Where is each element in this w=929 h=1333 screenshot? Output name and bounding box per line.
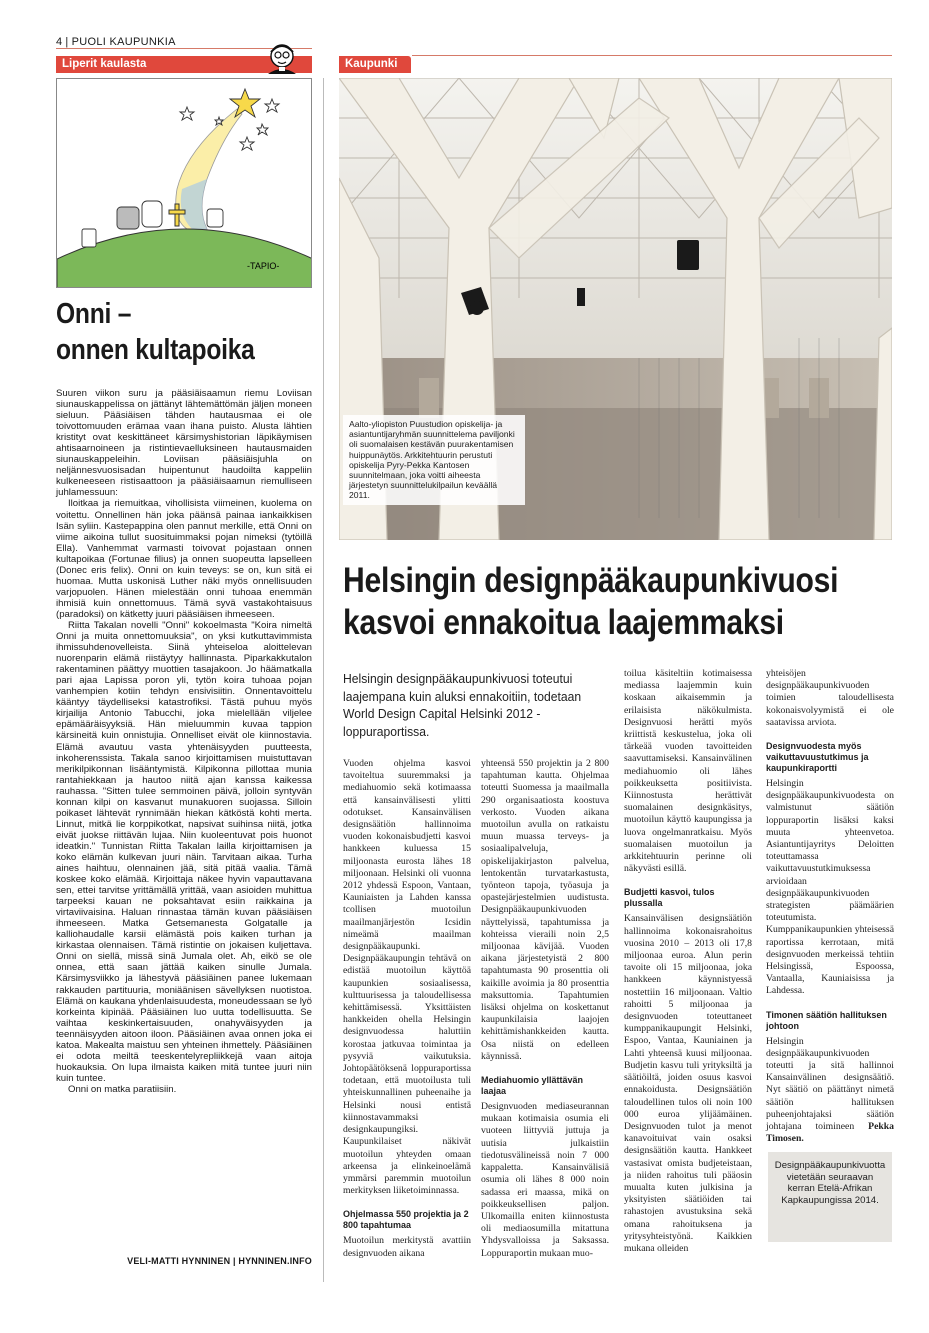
article-paragraph: Muotoilun merkitystä avattiin designvuoden aikana bbox=[343, 1235, 471, 1259]
section-tag-kaupunki: Kaupunki bbox=[339, 56, 411, 73]
article-lead: Helsingin designpääkaupunkivuosi toteutui laajempana kuin aluksi ennakoitiin, todetaan World Design Capital Helsinki 2012 -loppuraportissa. bbox=[343, 671, 582, 739]
article-subheading: Timonen säätiön hallituksen johtoon bbox=[766, 1009, 887, 1031]
page-number: 4 bbox=[56, 36, 63, 48]
article-column-4 bbox=[766, 668, 894, 1146]
article-paragraph: toilua käsiteltiin kotimaisessa mediassa laajemmin kuin koskaan aikaisemmin ja erilaisista näkökulmista. Designvuosi herätti myös kriittistä keskustelua, joka oli tärkeää vuoden tavoitteiden saavuttamiseksi. Kansainvälinen mediahuomio oli lähes poikkeuksetta positiivista. Kiinnostusta herättivät suomalainen designkäsitys, muotoilun käyttö kaupungissa ja luova ongelmanratkaisu. Myös suomalaisen muotoilun ja arkkitehtuurin perinne oli näkyvästi esillä. bbox=[624, 668, 752, 875]
headline-line-1: Onni – bbox=[56, 298, 132, 330]
article-headline bbox=[343, 560, 839, 644]
photo-caption: Aalto-yliopiston Puustudion opiskelija- ja asiantuntijaryhmän suunnittelema paviljonki oli suomalaisen kestävän puurakentamisen huippunäytös. Arkkitehtuurin perustuti opiskelija Pyry-Pekka Kantosen suunnitelmaan, joka voitti aiheesta järjestetyn suunnittelukilpailun keväällä 2011. bbox=[343, 415, 525, 505]
column-tag-left: Liperit kaulasta bbox=[56, 56, 312, 73]
article-paragraph: Vuoden ohjelma kasvoi tavoiteltua suuremmaksi ja mediahuomio sekä kotimaassa että kansainvälisesti ylitti odotukset. Kansainvälisen designsäätiön hallinnoima vuoden kokonaisbudjetti kasvoi hankkeen kuluessa 15 miljoonasta eurosta lähes 18 miljoonaan. Helsinki oli vuonna 2012 yhdessä Espoon, Vantaan, Kauniaisten ja Lahden kanssa tcollisen muotoilun maailmanjärjestön Icsidin nimeämä maailman designpääkaupunki. Designpääkaupungin tehtävä on edistää muotoilun käyttöä kaupunkien sosiaalisessa, kulttuurisessa ja taloudellisessa kehittämisessä. Yksittäisten hankkeiden ohella Helsingin designvuodessa haluttiin korostaa jatkuvaa toimintaa ja pysyviä vaikutuksia. Johtopäätöksenä loppuraportissa todetaan, että muotoilusta tuli yhteiskunnallinen puheenaihe ja Helsinki nousi entistä kiinnostavammaksi designkaupungiksi. Kaupunkilaiset näkivät muotoilun yhteyden omaan arkeensa ja elinkeinoelämä ymmärsi paremmin muotoilun merkityksen liiketoiminnassa. bbox=[343, 758, 471, 1197]
article-paragraph: yhteisöjen designpääkaupunkivuoden toimien taloudellisesta kokonaisvolyymistä ei ole saatavissa arviota. bbox=[766, 668, 894, 728]
column-byline: VELI-MATTI HYNNINEN | HYNNINEN.INFO bbox=[127, 1256, 312, 1266]
column-paragraph: Riitta Takalan novelli "Onni" kokoelmasta "Koira nimeltä Onni ja muita onnettomuuksia", on yksi kutkuttavimmista ihmissuhdenovelleista. Siinä yhteiseloa aloittelevan nuorenparin elämä riistäytyy hallinnasta. Piparkakkutalon rakentaminen päättyy muottien tasajakoon. Jo häämatkalla pari ajaa Lapissa poron yli, tytön koira tuhoaa pojan vanhempien kotiin tehdyn ensivisiitin. Onnentavoittelu kääntyy täydelliseksi katastrofiksi. Tästä puhuu myös kirjailija Antonio Tabucchi, joka mielellään viljelee epämääräisyyksiä. Hän mieluummin kuvaa tappion kärsineitä kuin onnistujia. Onnelliset eivät ole kiinnostavia. Elämä avautuu vasta yhtenäisyyden puutteesta, inkoherenssista. Takala sanoo kirjoittamisen muistuttavan merikilpikonnan lisääntymistä. Kilpikonna pillottaa munia rantahiekkaan ja hautoo niitä ajan kanssa kaikessa rauhassa. "Sitten tulee semmoinen päivä, jolloin syntyvän konnan kilpi on kasvanut munakuoren suojassa. Silloin poikaset lähtevät rynnimään hiekan kätköstä kohti merta. Linnut, mitkä lie korppikotkat, napsivat suihinsa niitä, jotka eivät juokse riittävän lujaa. Niin kuoleentuvat pois huonot ideatkin." Tunnistan Riitta Takalan lailla kirjoittamisen ja koko elämän kulkevan juuri näin. Tarvitaan aikaa. Turha aines haihtuu, olennainen jää, sitä pitää vaalia. Tämä koskee koko elämää. Kirjoittaja näkee hyvin vapauttavana sen, ettei tarvitse yrittämällä yrittää, vaan asioiden muhittua tarpeeksi kauan ne poksahtavat esiin raikkaina ja virtaviivaisina. Haluan rinnastaa tämän kuvan pääsiäisen ihmeeseen. Matka Getsemanesta Golgatalle ja kalliohaudalle karsii elämästä pois kaiken turhan ja kirkastaa olennaisen. Tämä ristintie on jokaisen kuljettava. Onni on siellä, missä sinä Jumala olet. Ah, eikö se ole onnea, että saan jättää kaiken sinulle Jumala. Kärsimysviikko ja lähestyvä pääsiäinen panee lukemaan rakkauden partituuria, moniäänisen sävellyksen nuotistoa. Elämä on kaukana yhdenlaisuudesta, moneudessaan se lyö korkeinta kipinää. Pääsiäinen luo uutta todellisuutta. Se vaihtaa keskinkertaisuuden, onahyväisyyden ja teennäisyyden aitoon iloon. Pääsiäinen avaa onnen joka ei katoa. Makealta maistuu sen yhteinen ihmettely. Pääsiäinen ei odota meiltä teeskentelyrepliikkejä vaan aitoja huokauksia. On lupa ilmaista kaiken mitä tuntee juuri niin kuin tuntee. bbox=[56, 619, 312, 1084]
article-subheading: Ohjelmassa 550 projektia ja 2 800 tapahtumaa bbox=[343, 1209, 469, 1231]
article-paragraph: Kansainvälisen designsäätiön hallinnoima kokonaisrahoitus vuosina 2010 – 2013 oli 17,8 miljoonaa euroa. Alun perin tavoite oli 15 miljoonaa, joka hankkeen käynnistyessä nostettiin 16 miljoonaan. Valtio rahoitti 5 miljoonaa ja designvuoden toteuttaneet kumppanikaupungit Helsinki, Espoo, Vantaa, Kauniainen ja Lahti yhteensä kuusi miljoonaa. Budjetin kasvu tuli yrityksiltä ja säätiöiltä, joiden osuus kasvoi ennakoidusta. Designsäätiön taloudellinen tulos oli noin 100 000 euroa ylijäämäinen. Designvuoden tulot ja menot kanavoituivat vain osaksi designsäätiön kautta. Hankkeet vastasivat omista budjeteistaan, ja niiden rahoitus tuli pääosin muualta kuten julkisina ja yksityisten säätiöiden tai rahastojen avustuksina sekä omana rahoituksena ja yritysyhteistyönä. Kaikkien mukana olleiden bbox=[624, 913, 752, 1254]
column-paragraph: Suuren viikon suru ja pääsiäisaamun riemu Loviisan siunauskappelissa on jättänyt lähtemättömän jäljen moneen sieluun. Pääsiäisen tähden hautausmaa ei ole toivottomuuden erämaa vaan ihana puisto. Alusta lähtien kristityt ovat keskittäneet kärsimyshistorian läpikäymisen ahtisaarnoineen ja ristintievaelluksineen hautausmaiden siunauskappeleihin. Loviisan pääsiäisjuhla on neljännesvuosisadan huipentunut haudoilta kappeliin kulkeneeseen ristisaattoon ja pääsiäisaamun riemulliseen juhlamessuun: bbox=[56, 388, 312, 499]
article-paragraph bbox=[766, 1036, 894, 1146]
article-subheading: Budjetti kasvoi, tulos plussalla bbox=[624, 887, 715, 909]
column-body bbox=[56, 388, 312, 1095]
article-paragraph: Designvuoden mediaseurannan mukaan kotimaisia osumia eli vuoteen liittyviä juttuja ja uutisia julkaistiin tiedotusvälineissä noin 7 000 kappaletta. Kansainvälisiä osumia oli lähes 8 000 noin sadassa eri maassa, mikä on poikkeuksellisen paljon. Ulkomailla eniten kiinnostusta oli mediaosumilla mitattuna Yhdysvalloissa ja Saksassa. Loppuraportin mukaan muo- bbox=[481, 1101, 609, 1259]
article-subheading: Designvuodesta myös vaikuttavuustutkimus ja kaupunkiraportti bbox=[766, 741, 869, 774]
column-headline bbox=[56, 296, 312, 368]
cartoon-signature: -TAPIO- bbox=[247, 261, 280, 271]
article-paragraph: yhteensä 550 projektin ja 2 800 tapahtuman kautta. Ohjelmaa toteutti Suomessa ja maailmalla 290 organisaatiosta koostuva verkosto. Vuoden aikana muotoilun avulla on ratkaistu muun muassa terveys- ja sosiaalipalveluja, opiskelijakirjaston palvelua, lentokentän turvatarkastusta, työnteon tapoja, työasuja ja opastejärjestelmien uudistusta. Designpääkaupunkivuoden näyttelyissä, tapahtumissa ja kohteissa vieraili noin 2,5 miljoonaa kävijää. Vuoden aikana järjestetyistä 2 800 tapahtumasta 90 prosenttia oli kaikille avoimia ja 80 prosenttia maksuttomia. Tapahtumien lisäksi ohjelma on koskettanut kaupunkilaisia laajojen kehittämishankkeiden kautta. Osa niistä on edelleen käynnissä. bbox=[481, 758, 609, 1062]
paragraph-text: Helsingin designpääkaupunkivuoden toteutti ja sitä hallinnoi Kansainvälinen designsäätiö. Nyt säätiö on päättänyt nimetä säätiön hallituksen puheenjohtajaksi säätiön johtajana toimineen bbox=[766, 1035, 894, 1133]
section-name: PUOLI KAUPUNKIA bbox=[71, 36, 176, 48]
column-divider bbox=[323, 78, 324, 1282]
column-paragraph: Onni on matka paratiisiin. bbox=[68, 1083, 177, 1095]
page-header bbox=[56, 36, 176, 48]
cartoon-illustration bbox=[56, 78, 312, 288]
article-column-2 bbox=[481, 758, 609, 1260]
easter-cartoon bbox=[57, 79, 312, 288]
article-column-1 bbox=[343, 758, 471, 1260]
article-headline-line-1: Helsingin designpääkaupunkivuosi bbox=[343, 561, 839, 600]
info-box: Designpääkaupunkivuotta vietetään seuraavan kerran Etelä-Afrikan Kapkaupungissa 2014. bbox=[768, 1152, 892, 1242]
headline-line-2: onnen kultapoika bbox=[56, 334, 255, 366]
person-name: Pekka Timosen. bbox=[766, 1121, 894, 1145]
article-subheading: Mediahuomio yllättävän laajaa bbox=[481, 1075, 584, 1097]
article-headline-line-2: kasvoi ennakoitua laajemmaksi bbox=[343, 603, 784, 642]
column-paragraph: Iloitkaa ja riemuitkaa, vihollisista viimeinen, kuolema on voitettu. Onnellinen hän joka päänsä painaa iankaikkisen Isän syliin. Kastepappina olen pannut merkille, että Onni on viime aikoina tullut suosituimmaksi pojan nimeksi (tytöillä Ella). Vanhemmat varmasti toivovat pojastaan onnen kultapoikaa (Fortunae filius) ja onnen suopeutta lapselleen (Donec eris felix). Onni on kuin teveys: se on, kun sitä ei huomaa. Mutta uskonisä Luther näki myös onnellisuuden varjopuolen. Hänen mielestään onni tuhoaa enemmän ihmisiä kuin onnettomuus. Tämä syvä vastakohtaisuus (paradoksi) on kätketty juuri pääsiäisen ihmeeseen. bbox=[56, 498, 312, 620]
article-paragraph: Helsingin designpääkaupunkivuodesta on valmistunut säätiön loppuraportin lisäksi kaksi muuta yhteenvetoa. Asiantuntijayritys Deloitten toteuttamassa vaikuttavuustutkimuksessa arvioidaan designpääkaupunkivuoden strategisten päämäärien toteutumista. Kumppanikaupunkien yhteisessä raportissa kerrotaan, mitä designvuoden merkeissä tehtiin Helsingissä, Espoossa, Vantaalla, Kauniaisissa ja Lahdessa. bbox=[766, 778, 894, 997]
article-column-3 bbox=[624, 668, 752, 1255]
header-separator: | bbox=[65, 36, 69, 48]
section-rule bbox=[412, 55, 892, 56]
author-caricature-icon bbox=[258, 42, 306, 74]
